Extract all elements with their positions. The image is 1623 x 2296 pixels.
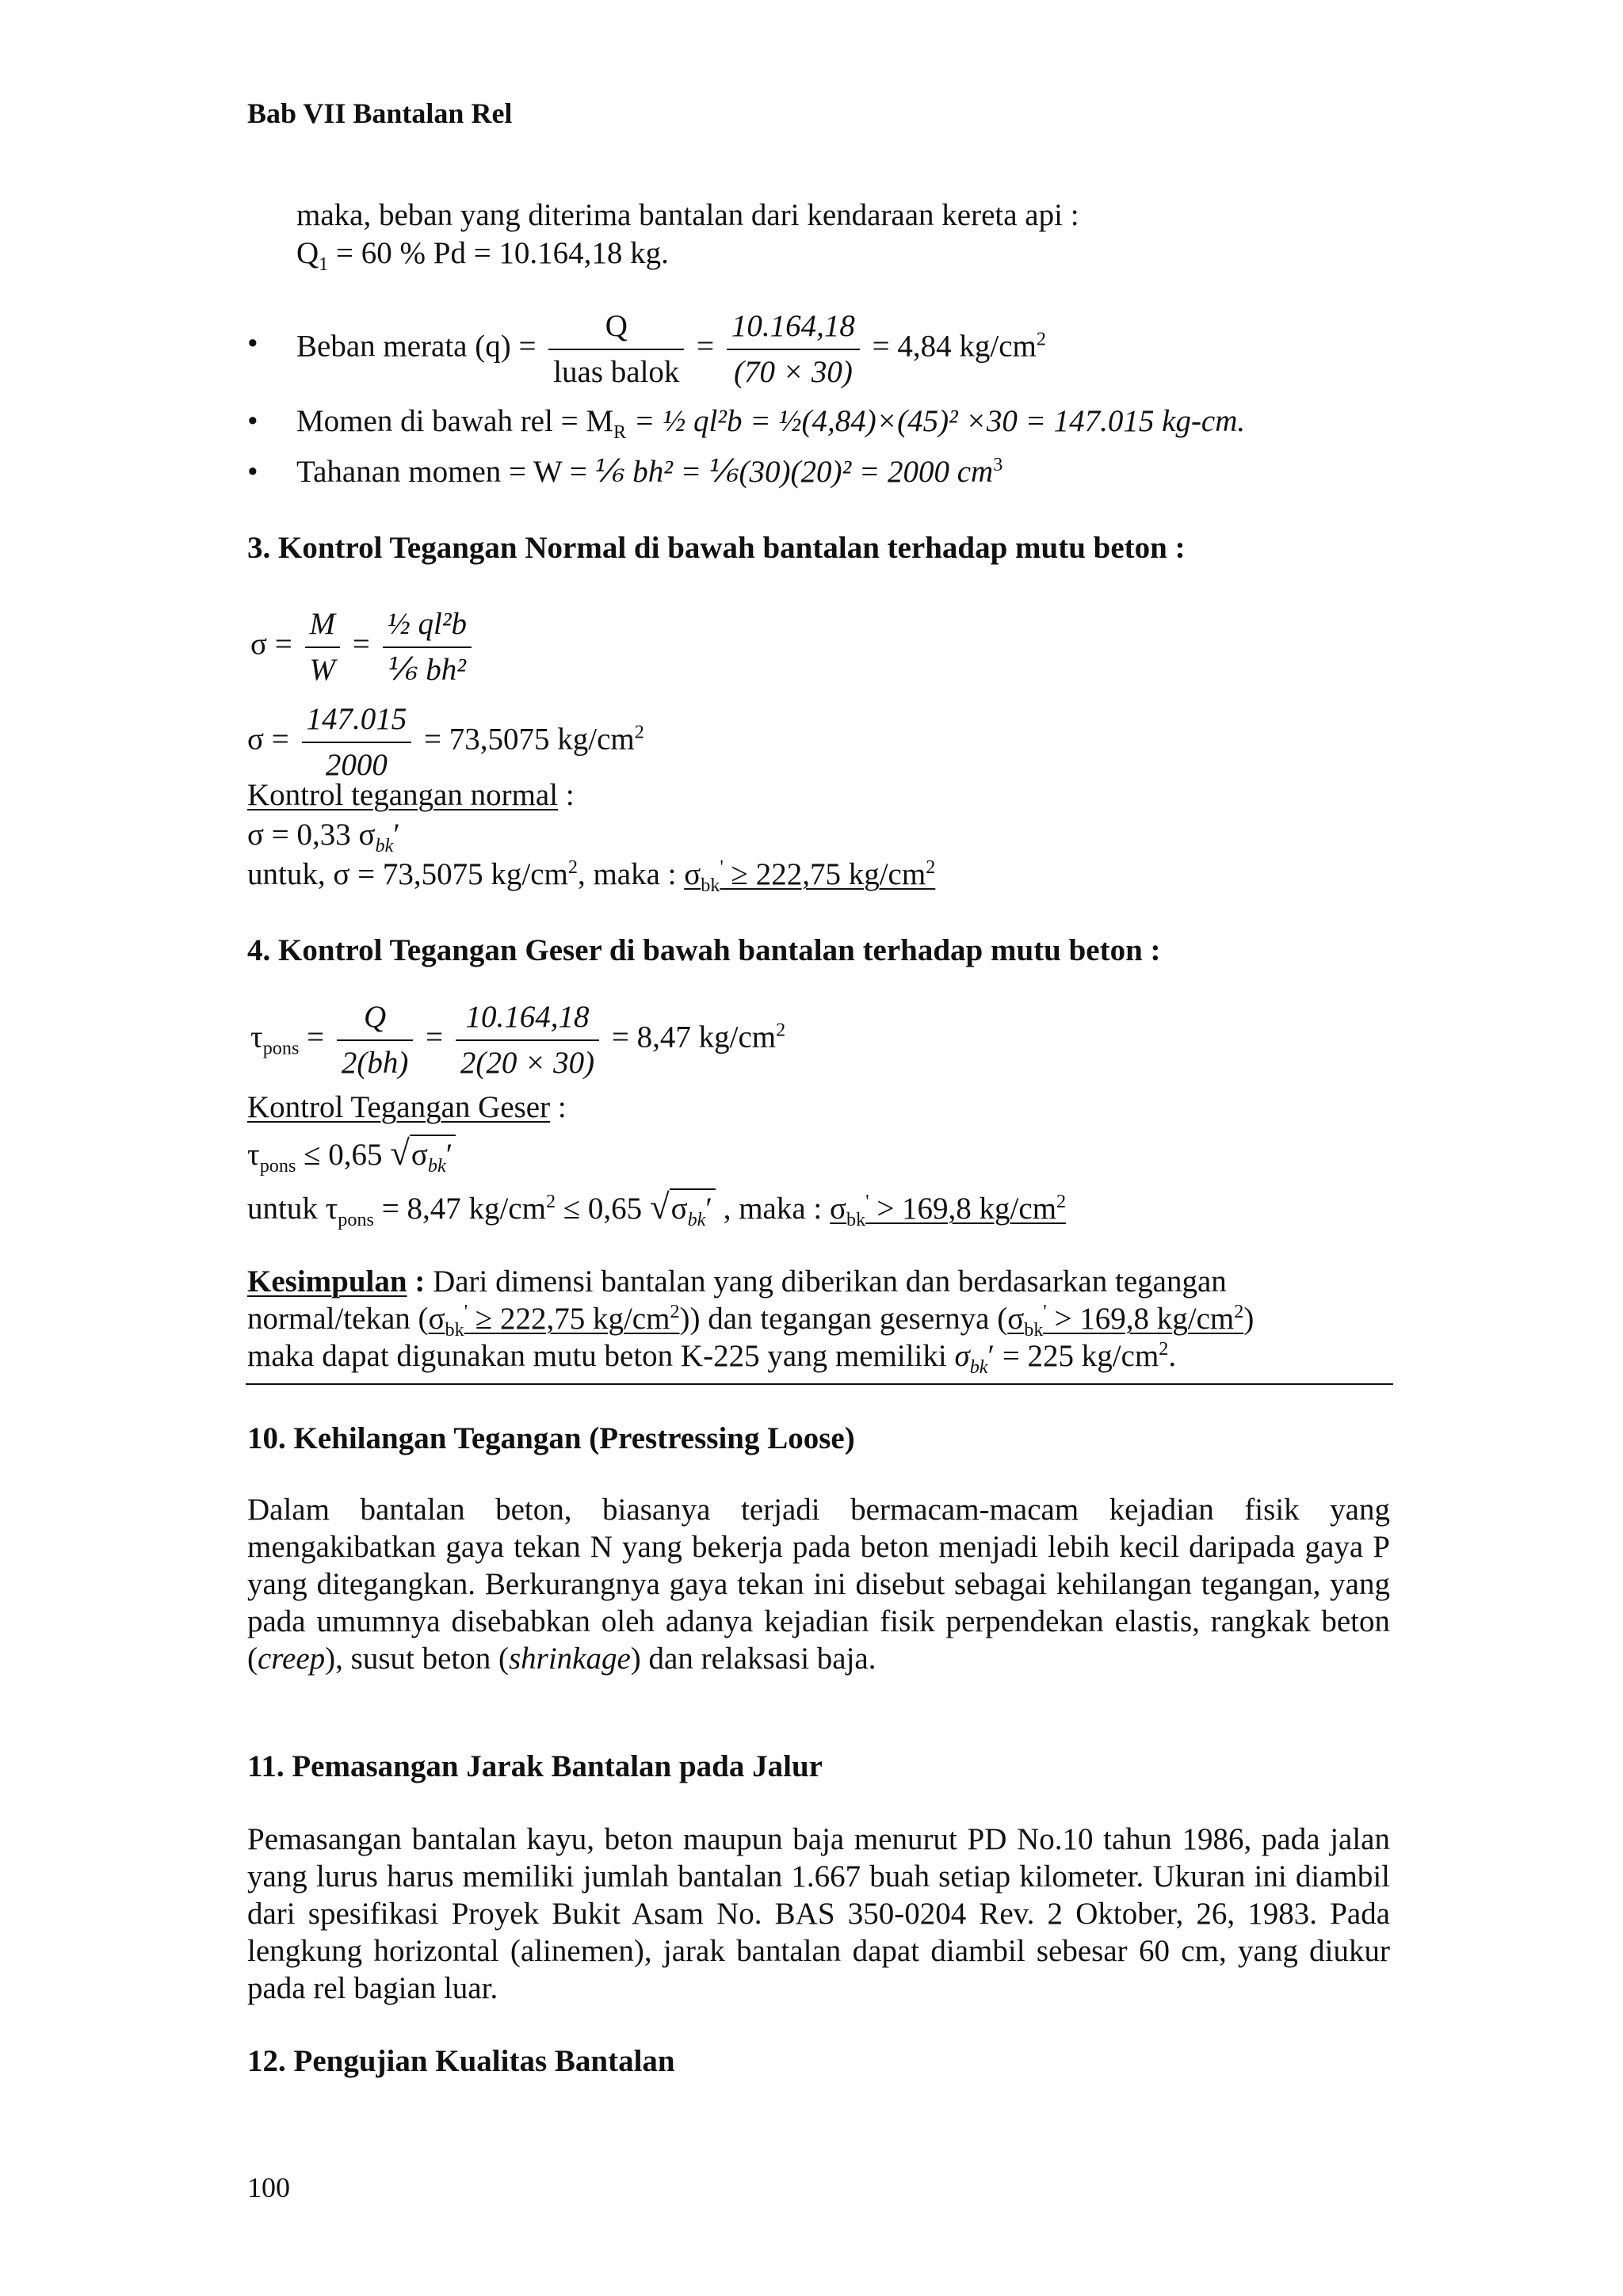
fraction: $\frac{M}{W}$: [305, 605, 341, 688]
section-11-paragraph: Pemasangan bantalan kayu, beton maupun baja menurut PD No.10 tahun 1986, pada jalan yang lurus harus memiliki jumlah bantalan 1.667 buah setiap kilometer. Ukuran ini diambil dari spesifikasi Proyek Bukit Asam No. BAS 350-0204 Rev. 2 Oktober, 26, 1983. Pada lengkung horizontal (alinemen), jarak bantalan dapat diambil sebesar 60 cm, yang diukur pada rel bagian luar.: [247, 1822, 1390, 2005]
sqrt-icon: √: [649, 1187, 670, 1226]
running-header: Bab VII Bantalan Rel: [247, 97, 513, 129]
kontrol-geser-label: Kontrol Tegangan Geser :: [247, 1090, 567, 1124]
bullet-mark: •: [247, 404, 258, 438]
kontrol-geser-result: untuk $\tau_{pons} = 8,47$ $kg/cm^2 \le 0,65$ $√\sigma_{bk}'$ , maka : $\sigma_{bk}' > 169,8$ $kg/cm^2$: [247, 1187, 1067, 1230]
section-12-heading: 12. Pengujian Kualitas Bantalan: [247, 2044, 675, 2078]
intro-line-2: $Q_1 = 60$ % Pd = 10.164,18 kg.: [296, 236, 669, 275]
tau-formula: $\tau_{pons}$ = $\frac{Q}{2(bh)}$ = $\frac{10.164,18}{2(20 \times 30)}$ = 8,47 $kg/cm^2$: [250, 998, 785, 1081]
fraction: $\frac{10.164,18}{(70 \times 30)}$: [727, 307, 860, 391]
sqrt-icon: √: [390, 1133, 410, 1173]
fraction: $\frac{\text{½ ql²b}}{\text{⅙ bh²}}$: [383, 605, 472, 688]
kontrol-normal-label: Kontrol tegangan normal :: [247, 778, 575, 812]
fraction: $\frac{Q}{\text{luas balok}}$: [548, 307, 684, 391]
section-10-paragraph: Dalam bantalan beton, biasanya terjadi bermacam-macam kejadian fisik yang mengakibatkan gaya tekan N yang bekerja pada beton menjadi lebih kecil daripada gaya P yang ditegangkan. Berkurangnya gaya tekan ini disebut sebagai kehilangan tegangan, yang pada umumnya disebabkan oleh adanya kejadian fisik perpendekan elastis, rangkak beton (creep), susut beton (shrinkage) dan relaksasi baja.: [247, 1493, 1390, 1676]
section-11-heading: 11. Pemasangan Jarak Bantalan pada Jalur: [247, 1749, 823, 1783]
kesimpulan-paragraph: Kesimpulan : Dari dimensi bantalan yang diberikan dan berdasarkan tegangan normal/tekan ($\sigma_{bk}' \ge 222,75$ $kg/cm^2$)) dan tegangan gesernya ($\sigma_{bk}' > 169,8$ $kg/cm^2$) maka dapat digunakan mutu beton K-225 yang memiliki $\sigma_{bk}' = 225$ $kg/cm^2$.: [247, 1264, 1254, 1378]
fraction: $\frac{10.164,18}{2(20 \times 30)}$: [456, 998, 599, 1081]
kontrol-normal-result: untuk, σ = 73,5075 $kg/cm^2$, maka : $\sigma_{bk}' \ge 222,75$ $kg/cm^2$: [247, 856, 936, 896]
sigma-formula: σ = $\frac{M}{W}$ = $\frac{\text{½ ql²b}}{\text{⅙ bh²}}$: [250, 605, 476, 688]
sigma-value-formula: σ = $\frac{147.015}{2000}$ = 73,5075 $kg/cm^2$: [247, 700, 644, 784]
kontrol-geser-condition: $\tau_{pons} \le 0,65$ $√\sigma_{bk}'$: [247, 1131, 456, 1175]
beban-merata-formula: Beban merata (q) = $\frac{Q}{\text{luas balok}}$ = $\frac{10.164,18}{(70 \times 30)}$ = 4,84 $kg/cm^2$: [296, 307, 1046, 391]
kontrol-normal-condition: σ = 0,33 $\sigma_{bk}'$: [247, 818, 400, 856]
bullet-mark: •: [247, 455, 258, 489]
tahanan-momen-formula: Tahanan momen = W = ⅙ bh² = ⅙(30)(20)² = 2000 $cm^3$: [296, 454, 1003, 489]
intro-line-1: maka, beban yang diterima bantalan dari kendaraan kereta api :: [296, 198, 1079, 232]
section-4-heading: 4. Kontrol Tegangan Geser di bawah bantalan terhadap mutu beton :: [247, 933, 1161, 967]
bullet-mark: •: [247, 326, 258, 360]
section-divider: [246, 1383, 1393, 1385]
momen-formula: Momen di bawah rel = $M_R$ = ½ ql²b = ½(4,84)×(45)² ×30 = 147.015 kg-cm.: [296, 404, 1246, 443]
page-number: 100: [247, 2172, 290, 2203]
fraction: $\frac{Q}{2(bh)}$: [337, 998, 413, 1081]
section-10-heading: 10. Kehilangan Tegangan (Prestressing Loose): [247, 1421, 855, 1455]
fraction: $\frac{147.015}{2000}$: [302, 700, 412, 784]
section-3-heading: 3. Kontrol Tegangan Normal di bawah bantalan terhadap mutu beton :: [247, 531, 1186, 565]
